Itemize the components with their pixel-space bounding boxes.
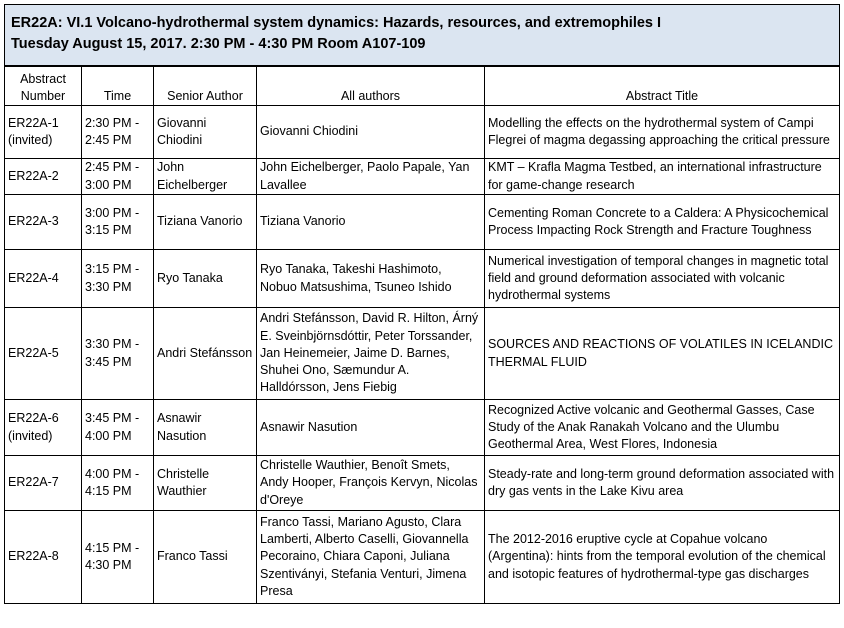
- abstract-title: Recognized Active volcanic and Geothermal Gasses, Case Study of the Anak Ranakah Volcano and the Ulumbu Geothermal Area, West Flores, Indonesia: [485, 400, 840, 456]
- abstract-title: SOURCES AND REACTIONS OF VOLATILES IN ICELANDIC THERMAL FLUID: [485, 308, 840, 400]
- abstract-title: KMT – Krafla Magma Testbed, an international infrastructure for game-change research: [485, 159, 840, 195]
- time-slot: 3:30 PM - 3:45 PM: [82, 308, 154, 400]
- time-slot: 3:15 PM - 3:30 PM: [82, 250, 154, 308]
- time-slot: 4:00 PM - 4:15 PM: [82, 456, 154, 511]
- table-row: [5, 159, 840, 195]
- abstract-number: ER22A-2: [5, 159, 82, 195]
- abstract-number: ER22A-4: [5, 250, 82, 308]
- all-authors: Tiziana Vanorio: [257, 195, 485, 250]
- senior-author: Giovanni Chiodini: [154, 106, 257, 159]
- all-authors: Asnawir Nasution: [257, 400, 485, 456]
- all-authors: Franco Tassi, Mariano Agusto, Clara Lamberti, Alberto Caselli, Giovannella Pecoraino, Chiara Caponi, Juliana Szentiványi, Stefania Venturi, Jimena Presa: [257, 511, 485, 604]
- abstract-title: Cementing Roman Concrete to a Caldera: A Physicochemical Process Impacting Rock Strength and Fracture Toughness: [485, 195, 840, 250]
- time-slot: 2:30 PM - 2:45 PM: [82, 106, 154, 159]
- table-row: [5, 456, 840, 511]
- time-slot: 3:45 PM - 4:00 PM: [82, 400, 154, 456]
- table-row: [5, 511, 840, 604]
- col-header-time: Time: [82, 67, 154, 106]
- abstract-number: ER22A-5: [5, 308, 82, 400]
- col-header-abstract-title: Abstract Title: [485, 67, 840, 106]
- abstract-title: Modelling the effects on the hydrothermal system of Campi Flegrei of magma degassing approaching the critical pressure: [485, 106, 840, 159]
- all-authors: Giovanni Chiodini: [257, 106, 485, 159]
- abstract-title: Numerical investigation of temporal changes in magnetic total field and ground deformation associated with volcanic hydrothermal systems: [485, 250, 840, 308]
- schedule-table: [4, 66, 840, 604]
- session-schedule: [4, 4, 840, 604]
- time-slot: 4:15 PM - 4:30 PM: [82, 511, 154, 604]
- abstract-title: The 2012-2016 eruptive cycle at Copahue volcano (Argentina): hints from the temporal evolution of the chemical and isotopic features of hydrothermal-type gas discharges: [485, 511, 840, 604]
- senior-author: Franco Tassi: [154, 511, 257, 604]
- col-header-abstract-number: Abstract Number: [5, 67, 82, 106]
- all-authors: Christelle Wauthier, Benoît Smets, Andy Hooper, François Kervyn, Nicolas d'Oreye: [257, 456, 485, 511]
- senior-author: Andri Stefánsson: [154, 308, 257, 400]
- senior-author: Ryo Tanaka: [154, 250, 257, 308]
- senior-author: John Eichelberger: [154, 159, 257, 195]
- abstract-title: Steady-rate and long-term ground deformation associated with dry gas vents in the Lake Kivu area: [485, 456, 840, 511]
- table-row: [5, 250, 840, 308]
- time-slot: 3:00 PM - 3:15 PM: [82, 195, 154, 250]
- col-header-all-authors: All authors: [257, 67, 485, 106]
- all-authors: John Eichelberger, Paolo Papale, Yan Lavallee: [257, 159, 485, 195]
- table-row: [5, 195, 840, 250]
- abstract-number: ER22A-3: [5, 195, 82, 250]
- abstract-number: ER22A-8: [5, 511, 82, 604]
- table-row: [5, 308, 840, 400]
- session-title: ER22A: VI.1 Volcano-hydrothermal system dynamics: Hazards, resources, and extremophiles I: [11, 15, 662, 31]
- table-row: [5, 106, 840, 159]
- all-authors: Ryo Tanaka, Takeshi Hashimoto, Nobuo Matsushima, Tsuneo Ishido: [257, 250, 485, 308]
- time-slot: 2:45 PM - 3:00 PM: [82, 159, 154, 195]
- col-header-senior-author: Senior Author: [154, 67, 257, 106]
- session-datetime-room: Tuesday August 15, 2017. 2:30 PM - 4:30 PM Room A107-109: [11, 36, 426, 52]
- senior-author: Tiziana Vanorio: [154, 195, 257, 250]
- table-row: [5, 400, 840, 456]
- senior-author: Asnawir Nasution: [154, 400, 257, 456]
- senior-author: Christelle Wauthier: [154, 456, 257, 511]
- session-header: [4, 4, 840, 66]
- table-header-row: [5, 67, 840, 106]
- abstract-number: ER22A-1 (invited): [5, 106, 82, 159]
- abstract-number: ER22A-6 (invited): [5, 400, 82, 456]
- all-authors: Andri Stefánsson, David R. Hilton, Árný E. Sveinbjörnsdóttir, Peter Torssander, Jan Heinemeier, Jaime D. Barnes, Shuhei Ono, Sæmundur A. Halldórsson, Jens Fiebig: [257, 308, 485, 400]
- abstract-number: ER22A-7: [5, 456, 82, 511]
